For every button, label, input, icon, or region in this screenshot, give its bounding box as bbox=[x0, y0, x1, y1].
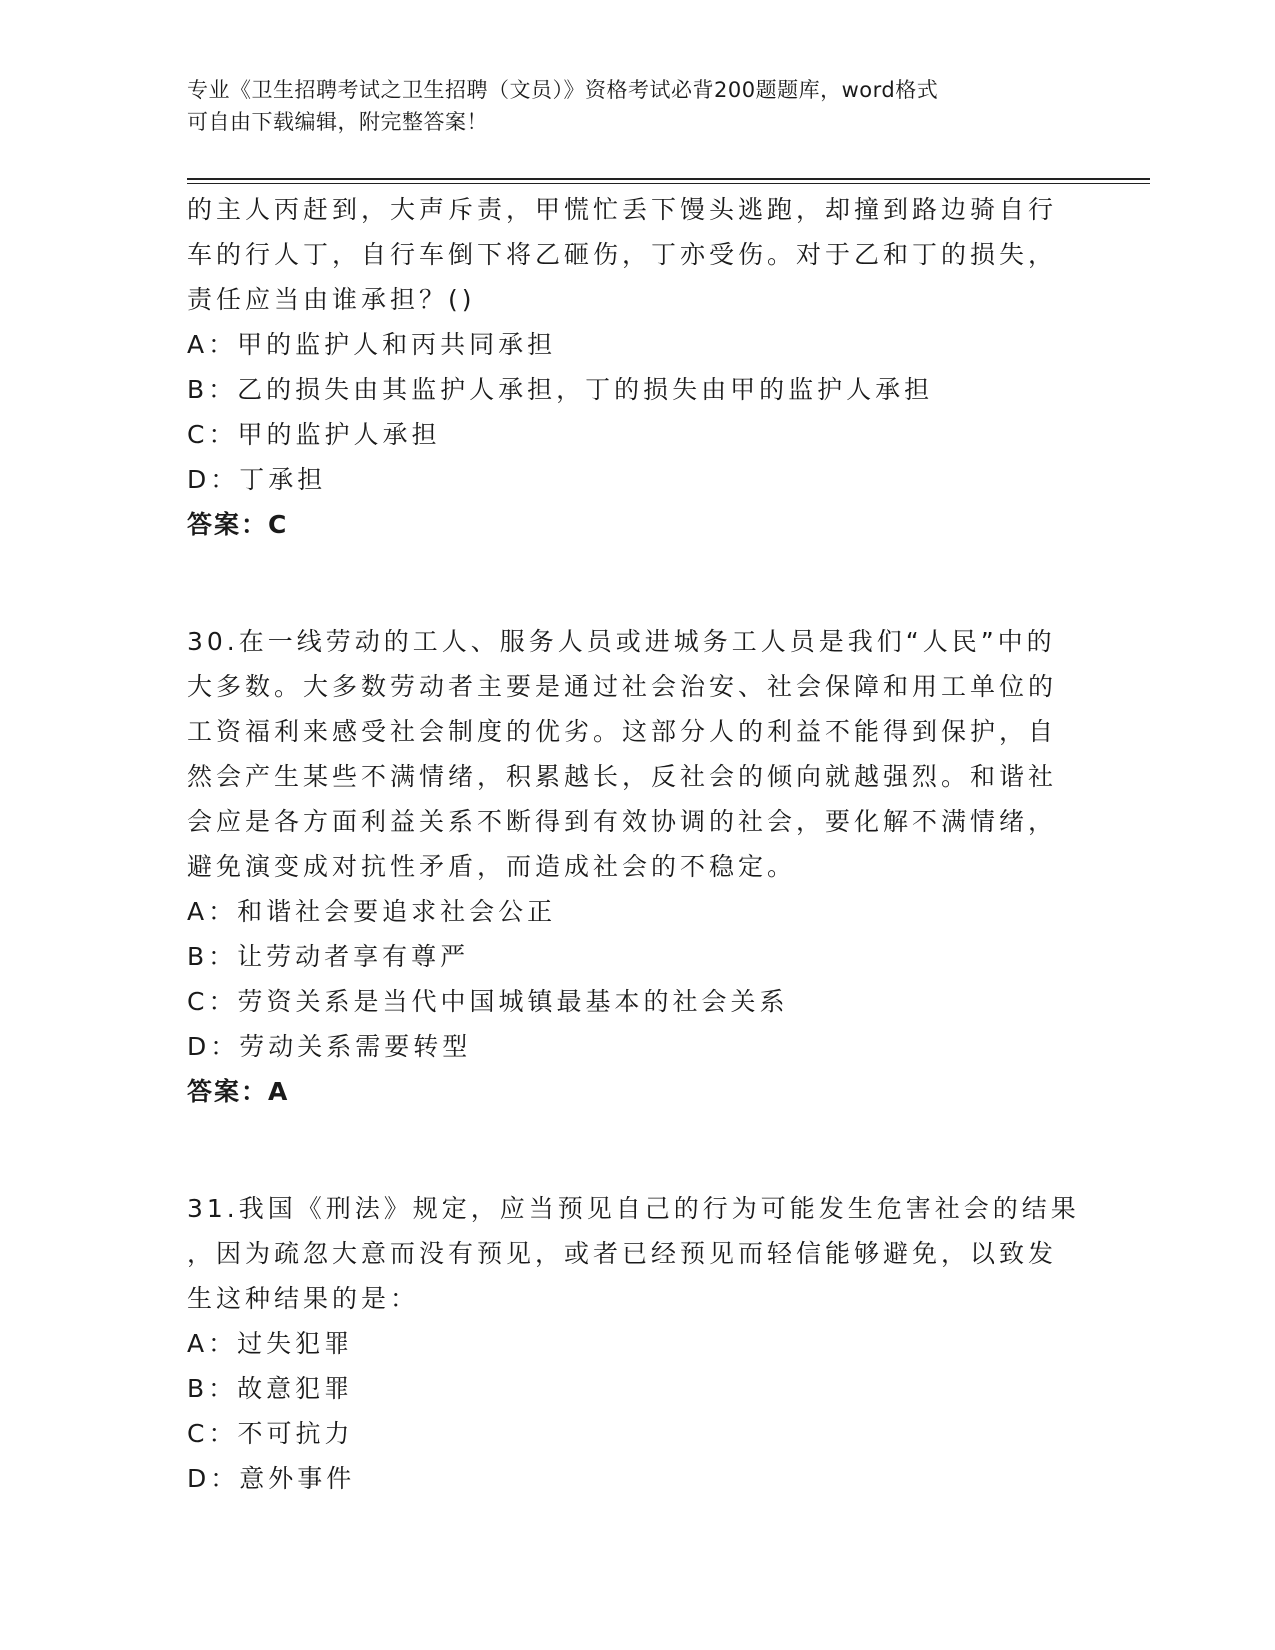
header-line-1: 专业《卫生招聘考试之卫生招聘（文员）》资格考试必背200题题库，word格式 bbox=[187, 78, 939, 102]
option-d: D：意外事件 bbox=[187, 1464, 356, 1493]
question-stem-line: 会应是各方面利益关系不断得到有效协调的社会，要化解不满情绪， bbox=[187, 807, 1058, 836]
question-stem-line: 大多数。大多数劳动者主要是通过社会治安、社会保障和用工单位的 bbox=[187, 672, 1058, 701]
option-d: D：劳动关系需要转型 bbox=[187, 1032, 472, 1061]
header-divider bbox=[187, 178, 1150, 184]
option-d: D：丁承担 bbox=[187, 465, 327, 494]
option-c: C：甲的监护人承担 bbox=[187, 420, 441, 449]
question-stem-line: 车的行人丁，自行车倒下将乙砸伤，丁亦受伤。对于乙和丁的损失， bbox=[187, 240, 1058, 269]
question-spacer bbox=[187, 547, 1087, 619]
question-stem-line: 的主人丙赶到，大声斥责，甲慌忙丢下馒头逃跑，却撞到路边骑自行 bbox=[187, 195, 1058, 224]
option-a: A：过失犯罪 bbox=[187, 1329, 354, 1358]
question-stem-line: 工资福利来感受社会制度的优劣。这部分人的利益不能得到保护，自 bbox=[187, 717, 1058, 746]
header-line-2: 可自由下载编辑，附完整答案！ bbox=[187, 110, 488, 134]
option-c: C：劳资关系是当代中国城镇最基本的社会关系 bbox=[187, 987, 789, 1016]
question-stem-line: 31.我国《刑法》规定，应当预见自己的行为可能发生危害社会的结果 bbox=[187, 1194, 1080, 1223]
answer-label: 答案：C bbox=[187, 510, 289, 539]
option-c: C：不可抗力 bbox=[187, 1419, 354, 1448]
option-b: B：乙的损失由其监护人承担，丁的损失由甲的监护人承担 bbox=[187, 375, 934, 404]
question-stem-line: 生这种结果的是： bbox=[187, 1284, 420, 1313]
question-list bbox=[187, 187, 1087, 1501]
question-block bbox=[187, 1186, 1087, 1501]
question-stem-line: ，因为疏忽大意而没有预见，或者已经预见而轻信能够避免，以致发 bbox=[187, 1239, 1058, 1268]
question-spacer bbox=[187, 1114, 1087, 1186]
option-b: B：故意犯罪 bbox=[187, 1374, 354, 1403]
question-stem-line: 然会产生某些不满情绪，积累越长，反社会的倾向就越强烈。和谐社 bbox=[187, 762, 1058, 791]
question-stem-line: 责任应当由谁承担？() bbox=[187, 285, 476, 314]
answer-label: 答案：A bbox=[187, 1077, 290, 1106]
question-stem-line: 避免演变成对抗性矛盾，而造成社会的不稳定。 bbox=[187, 852, 797, 881]
question-block bbox=[187, 187, 1087, 547]
option-b: B：让劳动者享有尊严 bbox=[187, 942, 470, 971]
question-stem-line: 30.在一线劳动的工人、服务人员或进城务工人员是我们“人民”中的 bbox=[187, 627, 1056, 656]
option-a: A：和谐社会要追求社会公正 bbox=[187, 897, 557, 926]
option-a: A：甲的监护人和丙共同承担 bbox=[187, 330, 557, 359]
question-block bbox=[187, 619, 1087, 1114]
page-header bbox=[187, 74, 1087, 138]
